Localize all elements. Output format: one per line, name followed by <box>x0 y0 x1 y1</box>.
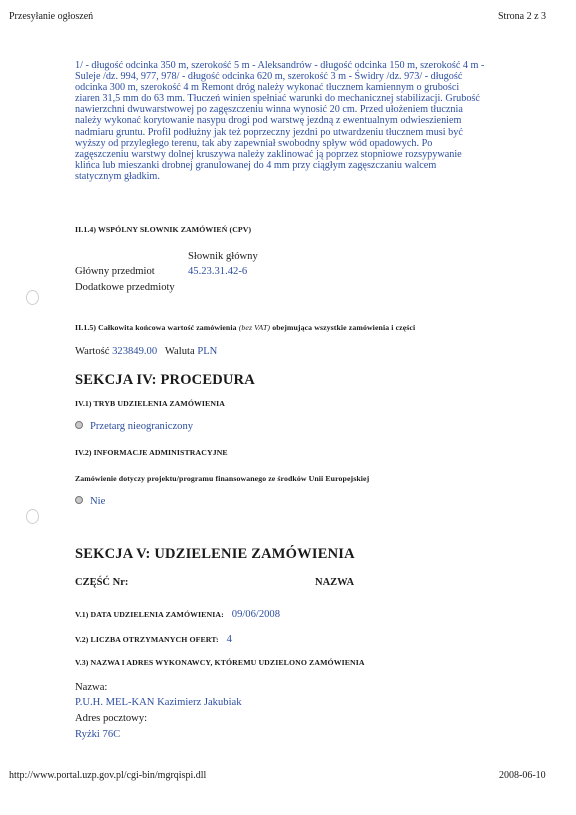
footer-date: 2008-06-10 <box>499 770 546 781</box>
address-value: Ryżki 76C <box>75 729 121 740</box>
cpv-column-header: Słownik główny <box>188 251 258 262</box>
award-date: V.1) DATA UDZIELENIA ZAMÓWIENIA: 09/06/2008 <box>75 609 281 620</box>
value-heading: II.1.5) Całkowita końcowa wartość zamówienia (bez VAT) obejmująca wszystkie zamówienia i części <box>75 323 416 332</box>
eu-funding-answer: Nie <box>75 496 105 507</box>
contractor-name-label: Nazwa: <box>75 682 108 693</box>
order-description: 1/ - długość odcinka 350 m, szerokość 5 m - Aleksandrów - długość odcinka 150 m, szerokość 4 m - Suleje /dz. 994, 977, 978/ - długość odcinka 620 m, szerokość 3 m - Świdry /dz. 973/ - długość odcinka 300 m, szerokość 4 m Remont dróg należy wykonać tłucznem kamiennym o grubości ziaren 31,5 mm do 63 mm. Tłuczeń winien spełniać warunki do mechanicznej stabilizacji. Grubość nawierzchni dwuwarstwowej po zagęszczeniu winna wynosić 20 cm. Przed ułożeniem tłucznia należy wykonać korytowanie nasypu drogi pod warstwę jezdną z ewentualnym odwieszieniem nadmiaru gruntu. Profil podłużny jak też poprzeczny jezdni po utwardzeniu tłucznem musi być wyższy od przyległego terenu, tak aby zapewniał swobodny spływ wód opadowych. Po zagęszczeniu warstwy dolnej kruszywa należy zaklinować ją poprzez stopniowe rozsypywanie klińca lub mieszanki drobnej granulowanej do 4 mm przy ciągłym zagęszczaniu walcem statycznym gładkim. <box>75 60 485 182</box>
section-5-title: SEKCJA V: UDZIELENIE ZAMÓWIENIA <box>75 546 355 562</box>
value-line: Wartość 323849.00 Waluta PLN <box>75 346 218 357</box>
eu-funding-question: Zamówienie dotyczy projektu/programu finansowanego ze środków Unii Europejskiej <box>75 474 370 483</box>
footer-url: http://www.portal.uzp.gov.pl/cgi-bin/mgrqispi.dll <box>9 770 207 781</box>
value-amount: 323849.00 <box>112 346 158 357</box>
admin-info-heading: IV.2) INFORMACJE ADMINISTRACYJNE <box>75 448 228 457</box>
procedure-mode-value: Przetarg nieograniczony <box>75 421 193 432</box>
cpv-heading: II.1.4) WSPÓLNY SŁOWNIK ZAMÓWIEŃ (CPV) <box>75 225 252 234</box>
punch-hole-icon <box>26 290 39 305</box>
value-currency: PLN <box>197 346 218 357</box>
address-label: Adres pocztowy: <box>75 713 148 724</box>
section-4-title: SEKCJA IV: PROCEDURA <box>75 372 255 388</box>
contractor-name-value: P.U.H. MEL-KAN Kazimierz Jakubiak <box>75 697 242 708</box>
punch-hole-icon <box>26 509 39 524</box>
cpv-main-label: Główny przedmiot <box>75 266 155 277</box>
contractor-heading: V.3) NAZWA I ADRES WYKONAWCY, KTÓREMU UDZIELONO ZAMÓWIENIA <box>75 658 365 667</box>
header-title: Przesyłanie ogłoszeń <box>9 11 94 22</box>
radio-selected-icon <box>75 421 83 429</box>
cpv-main-value: 45.23.31.42-6 <box>188 266 248 277</box>
part-name-label: NAZWA <box>315 577 355 588</box>
cpv-additional-label: Dodatkowe przedmioty <box>75 282 175 293</box>
procedure-mode-heading: IV.1) TRYB UDZIELENIA ZAMÓWIENIA <box>75 399 225 408</box>
page-number: Strona 2 z 3 <box>498 11 547 22</box>
part-number-label: CZĘŚĆ Nr: <box>75 577 129 588</box>
radio-selected-icon <box>75 496 83 504</box>
offers-count: V.2) LICZBA OTRZYMANYCH OFERT: 4 <box>75 634 232 645</box>
